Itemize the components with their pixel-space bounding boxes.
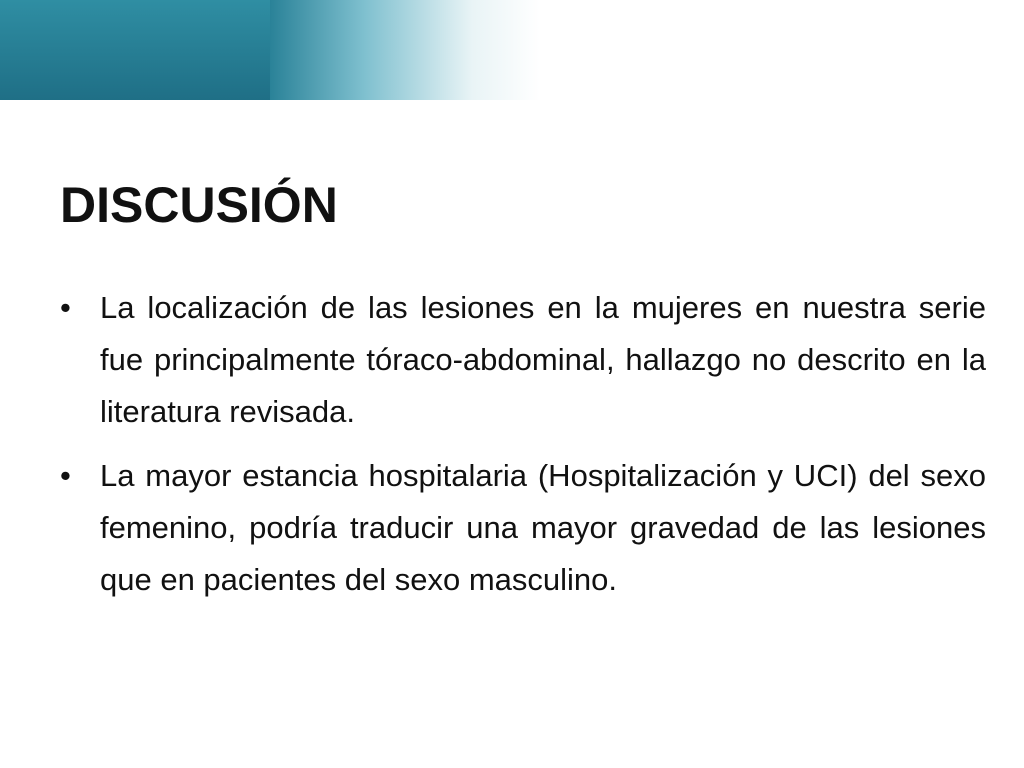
banner-teal-panel xyxy=(0,0,290,100)
bullet-list xyxy=(60,282,986,618)
bullet-item: • La localización de las lesiones en la mujeres en nuestra serie fue principalmente tóraco-abdominal, hallazgo no descrito en la literatura revisada. xyxy=(60,282,986,438)
slide-title: DISCUSIÓN xyxy=(60,177,338,233)
header-banner xyxy=(0,0,1024,100)
bullet-item: • La mayor estancia hospitalaria (Hospitalización y UCI) del sexo femenino, podría traducir una mayor gravedad de las lesiones que en pacientes del sexo masculino. xyxy=(60,450,986,606)
banner-gradient xyxy=(270,0,540,100)
